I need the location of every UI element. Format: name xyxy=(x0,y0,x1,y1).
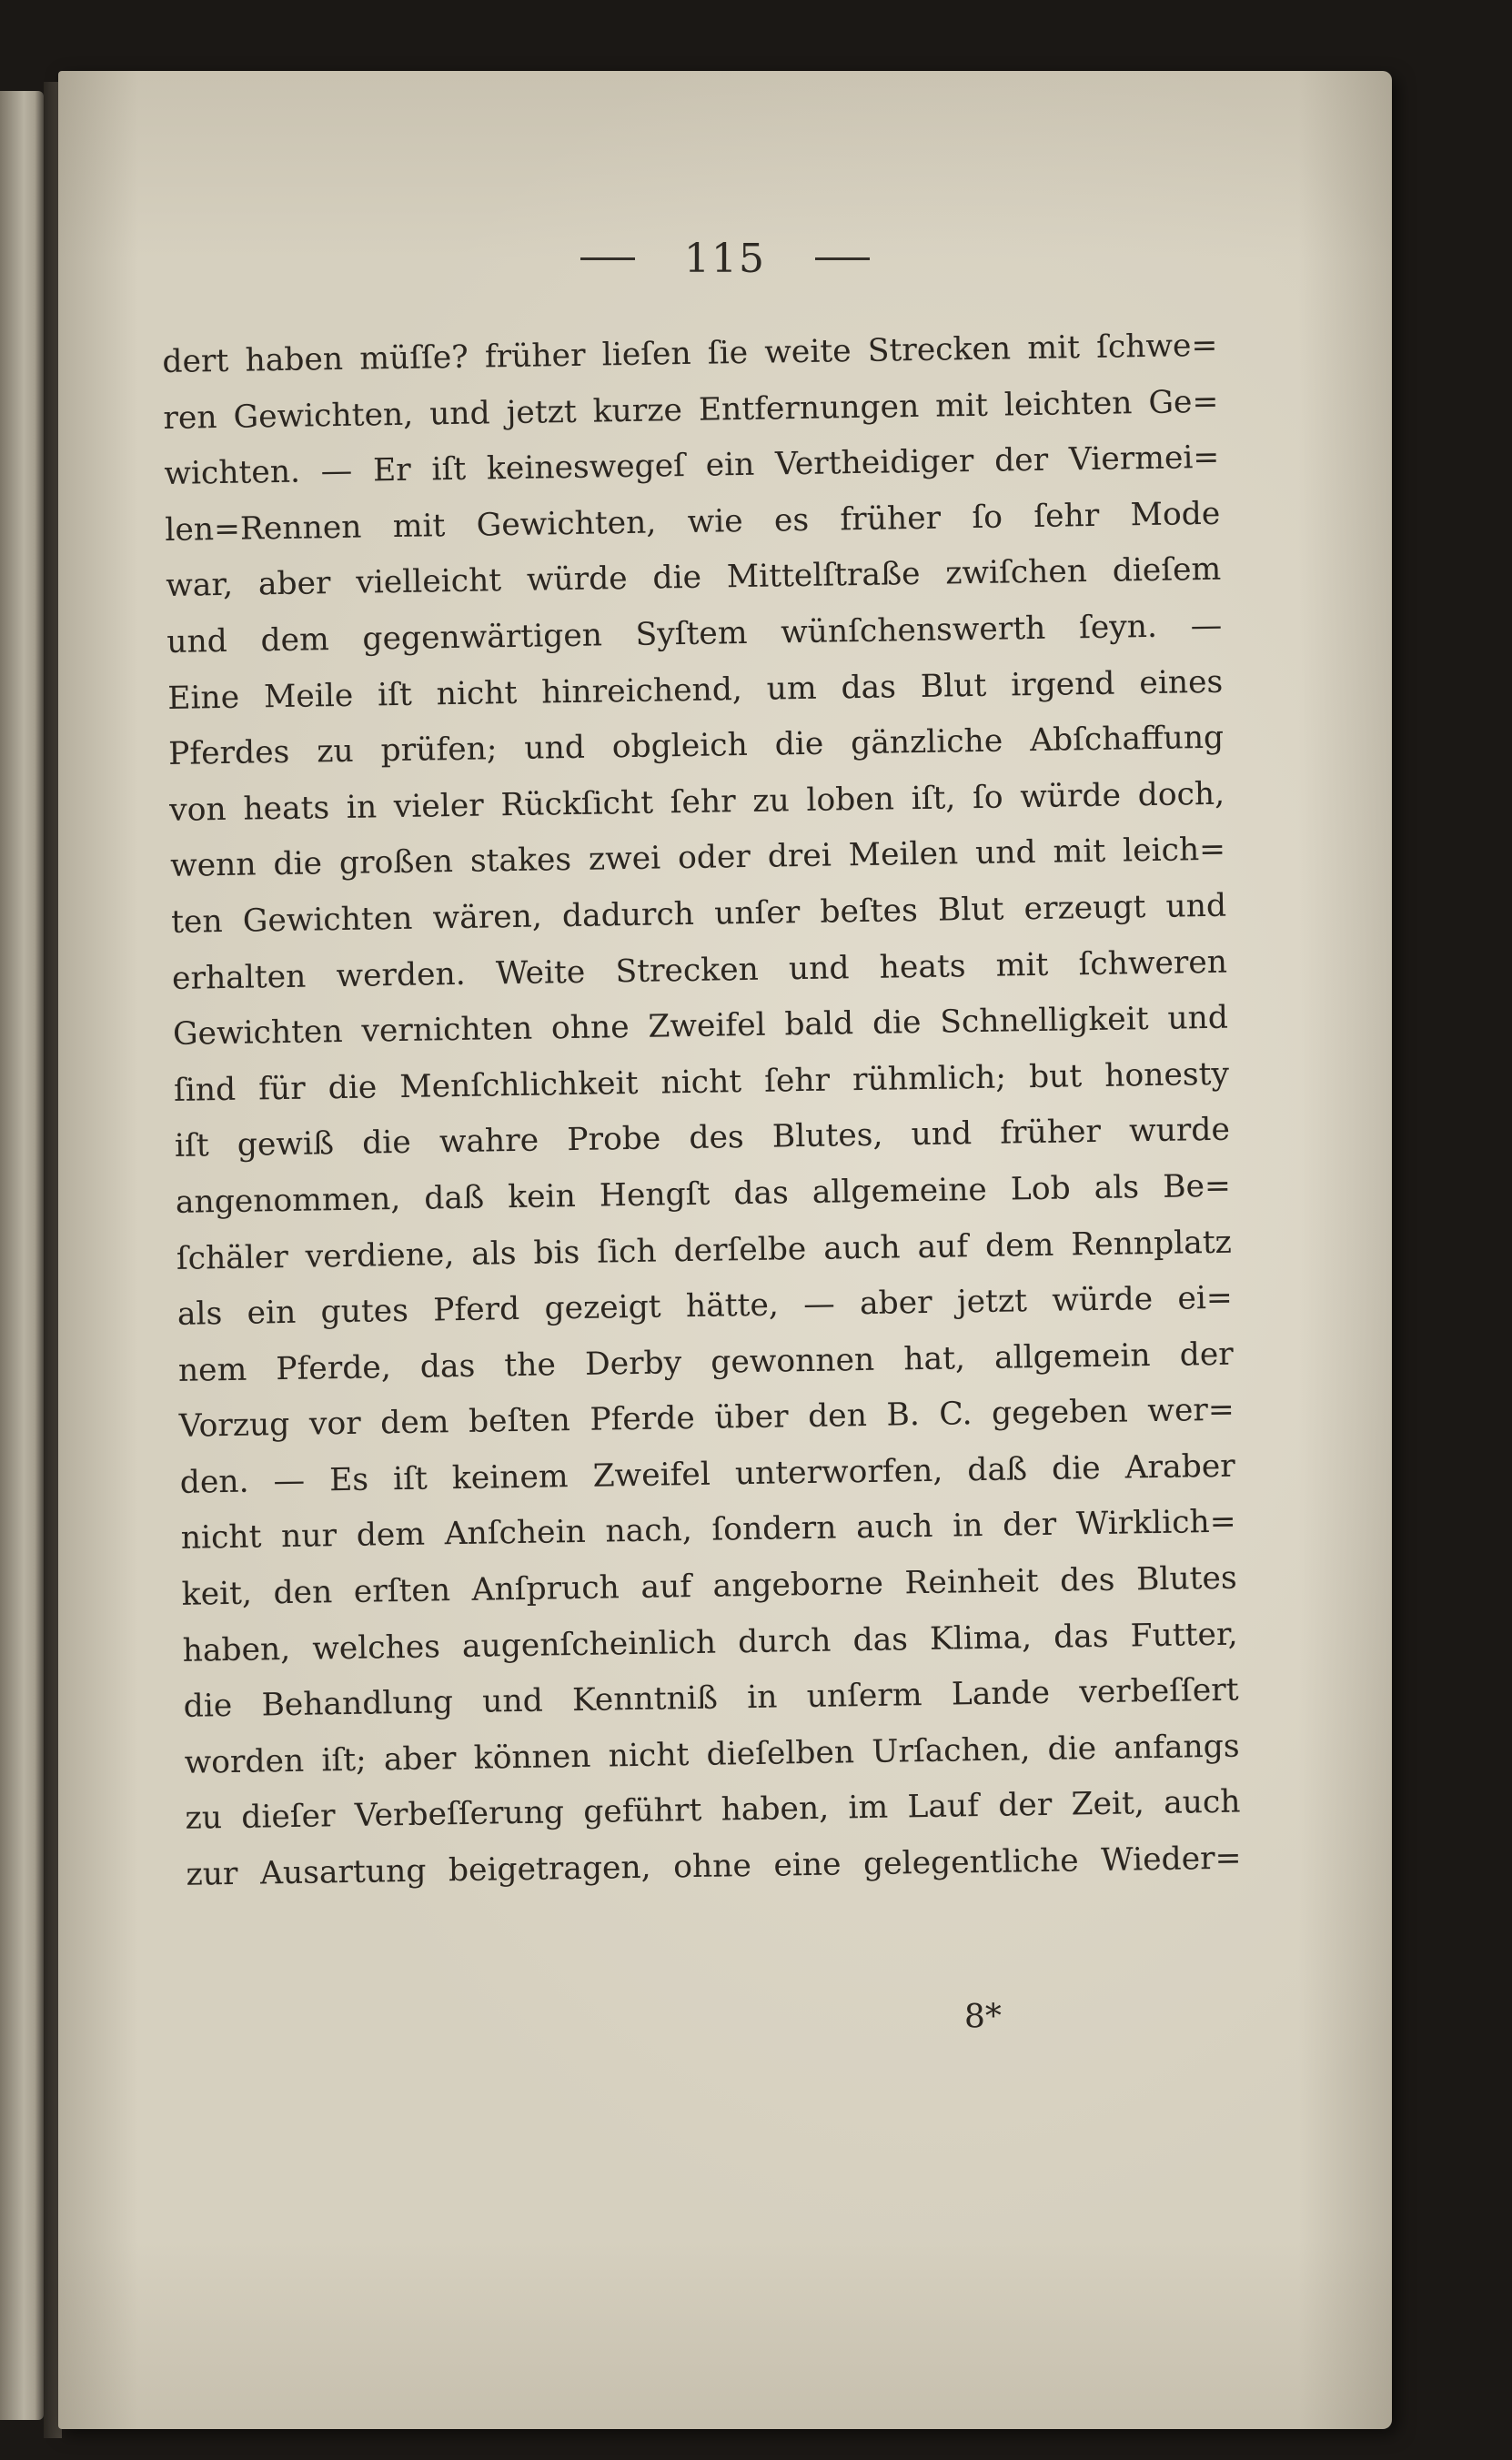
signature-mark: 8* xyxy=(963,1997,1003,2036)
text-line: von heats in vieler Rückſicht ſehr zu loben iſt, ſo würde doch, xyxy=(168,775,1225,829)
text-line: worden iſt; aber können nicht dieſelben Urſachen, die anfangs xyxy=(184,1728,1240,1781)
text-line: wichten. — Er iſt keineswegeſ ein Vertheidiger der Viermei= xyxy=(164,439,1220,493)
book-page xyxy=(58,71,1392,2429)
text-line: nem Pferde, das the Derby gewonnen hat, allgemein der xyxy=(177,1336,1235,1389)
text-line: ren Gewichten, und jetzt kurze Entfernungen mit leichten Ge= xyxy=(163,383,1219,437)
text-line: zu dieſer Verbeſſerung geführt haben, im Lauf der Zeit, auch xyxy=(185,1784,1241,1838)
text-line: iſt gewiß die wahre Probe des Blutes, und früher wurde xyxy=(174,1111,1231,1165)
text-line: dert haben müſſe? früher lieſen ſie weite Strecken mit ſchwe= xyxy=(162,327,1218,380)
text-line: ten Gewichten wären, dadurch unſer beſtes Blut erzeugt und xyxy=(170,887,1227,941)
text-line: den. — Es iſt keinem Zweifel unterworfen, daß die Araber xyxy=(179,1447,1235,1501)
header-dash-left xyxy=(580,257,635,260)
text-line: Vorzug vor dem beſten Pferde über den B. C. gegeben wer= xyxy=(178,1391,1235,1446)
header-dash-right xyxy=(815,257,870,260)
text-line: und dem gegenwärtigen Syſtem wünſchenswerth ſeyn. — xyxy=(166,607,1223,660)
text-line: Eine Meile iſt nicht hinreichend, um das Blut irgend eines xyxy=(166,663,1224,717)
text-line: Gewichten vernichten ohne Zweifel bald die Schnelligkeit und xyxy=(172,999,1229,1054)
text-line: wenn die großen stakes zwei oder drei Meilen und mit leich= xyxy=(169,832,1226,885)
text-line: haben, welches augenſcheinlich durch das Klima, das Futter, xyxy=(182,1616,1238,1669)
facing-page-edge xyxy=(0,91,44,2420)
page-number: 115 xyxy=(684,236,766,282)
text-line: Pferdes zu prüfen; und obgleich die gänzliche Abſchaffung xyxy=(167,719,1225,773)
text-line: als ein gutes Pferd gezeigt hätte, — aber jetzt würde ei= xyxy=(176,1279,1234,1333)
text-line: nicht nur dem Anſchein nach, ſondern auch in der Wirklich= xyxy=(180,1504,1236,1558)
text-line: zur Ausartung beigetragen, ohne eine gelegentliche Wieder= xyxy=(186,1840,1242,1893)
text-line: len=Rennen mit Gewichten, wie es früher ſo ſehr Mode xyxy=(165,495,1221,549)
text-line: ſind für die Menſchlichkeit nicht ſehr rühmlich; but honesty xyxy=(173,1055,1230,1109)
page-header xyxy=(58,233,1392,282)
text-line: keit, den erſten Anſpruch auf angeborne Reinheit des Blutes xyxy=(181,1559,1237,1613)
text-line: angenommen, daß kein Hengſt das allgemeine Lob als Be= xyxy=(175,1167,1232,1221)
body-text xyxy=(162,318,1242,1904)
text-line: war, aber vielleicht würde die Mittelſtraße zwiſchen dieſem xyxy=(166,551,1222,605)
text-line: ſchäler verdiene, als bis ſich derſelbe auch auf dem Rennplatz xyxy=(176,1224,1233,1277)
text-line: die Behandlung und Kenntniß in unſerm Lande verbeſſert xyxy=(183,1671,1239,1726)
text-line: erhalten werden. Weite Strecken und heats mit ſchweren xyxy=(171,943,1228,997)
